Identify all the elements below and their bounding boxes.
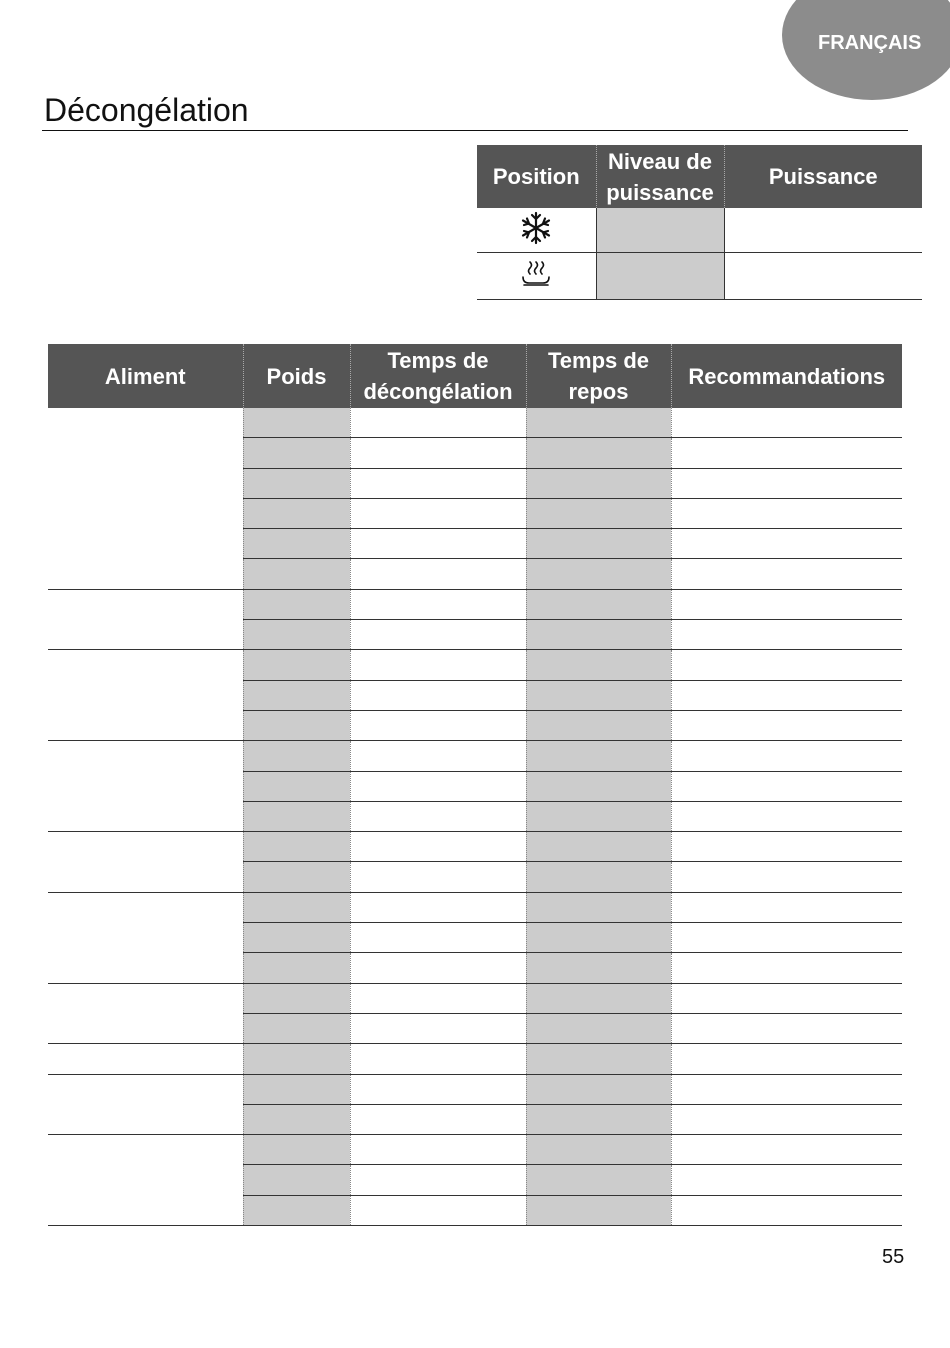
weight-cell xyxy=(243,771,350,801)
food-cell xyxy=(48,650,243,741)
power-cell xyxy=(724,208,922,253)
standing-time-cell xyxy=(526,438,671,468)
recommendations-cell xyxy=(671,832,902,862)
recommendations-cell xyxy=(671,650,902,680)
weight-cell xyxy=(243,529,350,559)
defrost-time-cell xyxy=(350,620,526,650)
standing-time-cell xyxy=(526,741,671,771)
weight-cell xyxy=(243,408,350,438)
food-cell xyxy=(48,832,243,893)
defrost-time-cell xyxy=(350,680,526,710)
recommendations-cell xyxy=(671,892,902,922)
defrost-time-cell xyxy=(350,953,526,983)
defrost-time-cell xyxy=(350,1044,526,1074)
recommendations-cell xyxy=(671,1195,902,1225)
standing-time-cell xyxy=(526,589,671,619)
standing-time-cell xyxy=(526,862,671,892)
standing-time-cell xyxy=(526,771,671,801)
table-row xyxy=(48,983,902,1013)
recommendations-cell xyxy=(671,559,902,589)
table-row xyxy=(48,650,902,680)
table-row xyxy=(48,1044,902,1074)
defrost-time-cell xyxy=(350,650,526,680)
defrost-time-cell xyxy=(350,1013,526,1043)
defrost-time-cell xyxy=(350,1135,526,1165)
recommendations-cell xyxy=(671,680,902,710)
defrost-time-cell xyxy=(350,438,526,468)
defrost-time-cell xyxy=(350,1165,526,1195)
standing-time-cell xyxy=(526,1195,671,1225)
defrost-time-cell xyxy=(350,983,526,1013)
food-cell xyxy=(48,589,243,650)
standing-time-cell xyxy=(526,1074,671,1104)
defrost-time-cell xyxy=(350,892,526,922)
weight-cell xyxy=(243,438,350,468)
weight-cell xyxy=(243,1195,350,1225)
recommendations-cell xyxy=(671,498,902,528)
food-cell xyxy=(48,1074,243,1135)
weight-cell xyxy=(243,1044,350,1074)
recommendations-cell xyxy=(671,1135,902,1165)
defrost-time-cell xyxy=(350,801,526,831)
recommendations-cell xyxy=(671,620,902,650)
power-level-cell xyxy=(596,253,724,300)
recommendations-cell xyxy=(671,438,902,468)
weight-cell xyxy=(243,741,350,771)
defrost-time-cell xyxy=(350,710,526,740)
defrost-table-body xyxy=(48,408,902,1226)
weight-cell xyxy=(243,620,350,650)
header-position: Position xyxy=(477,145,596,208)
weight-cell xyxy=(243,832,350,862)
recommendations-cell xyxy=(671,408,902,438)
recommendations-cell xyxy=(671,923,902,953)
recommendations-cell xyxy=(671,589,902,619)
standing-time-cell xyxy=(526,468,671,498)
power-table xyxy=(477,145,922,300)
header-standing-time: Temps de repos xyxy=(526,344,671,408)
weight-cell xyxy=(243,923,350,953)
defrost-time-cell xyxy=(350,468,526,498)
standing-time-cell xyxy=(526,983,671,1013)
position-cell xyxy=(477,208,596,253)
food-cell xyxy=(48,892,243,983)
defrost-time-cell xyxy=(350,771,526,801)
recommendations-cell xyxy=(671,1104,902,1134)
standing-time-cell xyxy=(526,620,671,650)
defrost-time-cell xyxy=(350,923,526,953)
weight-cell xyxy=(243,1165,350,1195)
weight-cell xyxy=(243,1074,350,1104)
standing-time-cell xyxy=(526,1165,671,1195)
standing-time-cell xyxy=(526,1013,671,1043)
weight-cell xyxy=(243,892,350,922)
snowflake-icon xyxy=(521,211,551,250)
table-row xyxy=(48,1135,902,1165)
recommendations-cell xyxy=(671,983,902,1013)
header-defrost-time: Temps de décongélation xyxy=(350,344,526,408)
table-row xyxy=(48,741,902,771)
power-row-defrost xyxy=(477,208,922,253)
food-cell xyxy=(48,408,243,589)
weight-cell xyxy=(243,983,350,1013)
weight-cell xyxy=(243,498,350,528)
standing-time-cell xyxy=(526,498,671,528)
defrost-time-cell xyxy=(350,832,526,862)
standing-time-cell xyxy=(526,1044,671,1074)
defrost-time-cell xyxy=(350,529,526,559)
recommendations-cell xyxy=(671,862,902,892)
defrost-time-cell xyxy=(350,862,526,892)
weight-cell xyxy=(243,1135,350,1165)
page-number: 55 xyxy=(882,1246,905,1268)
defrost-time-cell xyxy=(350,589,526,619)
defrost-time-cell xyxy=(350,408,526,438)
standing-time-cell xyxy=(526,680,671,710)
header-recommendations: Recommandations xyxy=(671,344,902,408)
page-title: Décongélation xyxy=(44,92,249,128)
weight-cell xyxy=(243,710,350,740)
header-power-level: Niveau de puissance xyxy=(596,145,724,208)
defrost-time-cell xyxy=(350,498,526,528)
defrost-time-cell xyxy=(350,1074,526,1104)
header-weight: Poids xyxy=(243,344,350,408)
weight-cell xyxy=(243,559,350,589)
recommendations-cell xyxy=(671,468,902,498)
power-table-header xyxy=(477,145,922,208)
power-cell xyxy=(724,253,922,300)
table-row xyxy=(48,892,902,922)
weight-cell xyxy=(243,862,350,892)
standing-time-cell xyxy=(526,559,671,589)
defrost-time-cell xyxy=(350,1104,526,1134)
standing-time-cell xyxy=(526,650,671,680)
weight-cell xyxy=(243,589,350,619)
defrost-table xyxy=(48,344,902,1226)
power-row-reheat xyxy=(477,253,922,300)
header-power: Puissance xyxy=(724,145,922,208)
standing-time-cell xyxy=(526,923,671,953)
recommendations-cell xyxy=(671,710,902,740)
standing-time-cell xyxy=(526,529,671,559)
food-cell xyxy=(48,1135,243,1226)
weight-cell xyxy=(243,1104,350,1134)
standing-time-cell xyxy=(526,408,671,438)
defrost-time-cell xyxy=(350,559,526,589)
recommendations-cell xyxy=(671,953,902,983)
defrost-table-header xyxy=(48,344,902,408)
weight-cell xyxy=(243,650,350,680)
recommendations-cell xyxy=(671,1044,902,1074)
defrost-time-cell xyxy=(350,741,526,771)
recommendations-cell xyxy=(671,1074,902,1104)
steam-plate-icon xyxy=(521,259,551,294)
language-label: FRANÇAIS xyxy=(818,32,922,54)
weight-cell xyxy=(243,801,350,831)
standing-time-cell xyxy=(526,1104,671,1134)
standing-time-cell xyxy=(526,710,671,740)
weight-cell xyxy=(243,680,350,710)
recommendations-cell xyxy=(671,1165,902,1195)
recommendations-cell xyxy=(671,801,902,831)
defrost-time-cell xyxy=(350,1195,526,1225)
recommendations-cell xyxy=(671,771,902,801)
standing-time-cell xyxy=(526,832,671,862)
weight-cell xyxy=(243,468,350,498)
power-level-cell xyxy=(596,208,724,253)
standing-time-cell xyxy=(526,953,671,983)
standing-time-cell xyxy=(526,892,671,922)
recommendations-cell xyxy=(671,529,902,559)
table-row xyxy=(48,589,902,619)
title-divider xyxy=(42,130,908,131)
table-row xyxy=(48,1074,902,1104)
table-row xyxy=(48,408,902,438)
standing-time-cell xyxy=(526,1135,671,1165)
recommendations-cell xyxy=(671,741,902,771)
weight-cell xyxy=(243,1013,350,1043)
food-cell xyxy=(48,983,243,1044)
food-cell xyxy=(48,741,243,832)
food-cell xyxy=(48,1044,243,1074)
table-row xyxy=(48,832,902,862)
header-food: Aliment xyxy=(48,344,243,408)
standing-time-cell xyxy=(526,801,671,831)
position-cell xyxy=(477,253,596,300)
weight-cell xyxy=(243,953,350,983)
recommendations-cell xyxy=(671,1013,902,1043)
